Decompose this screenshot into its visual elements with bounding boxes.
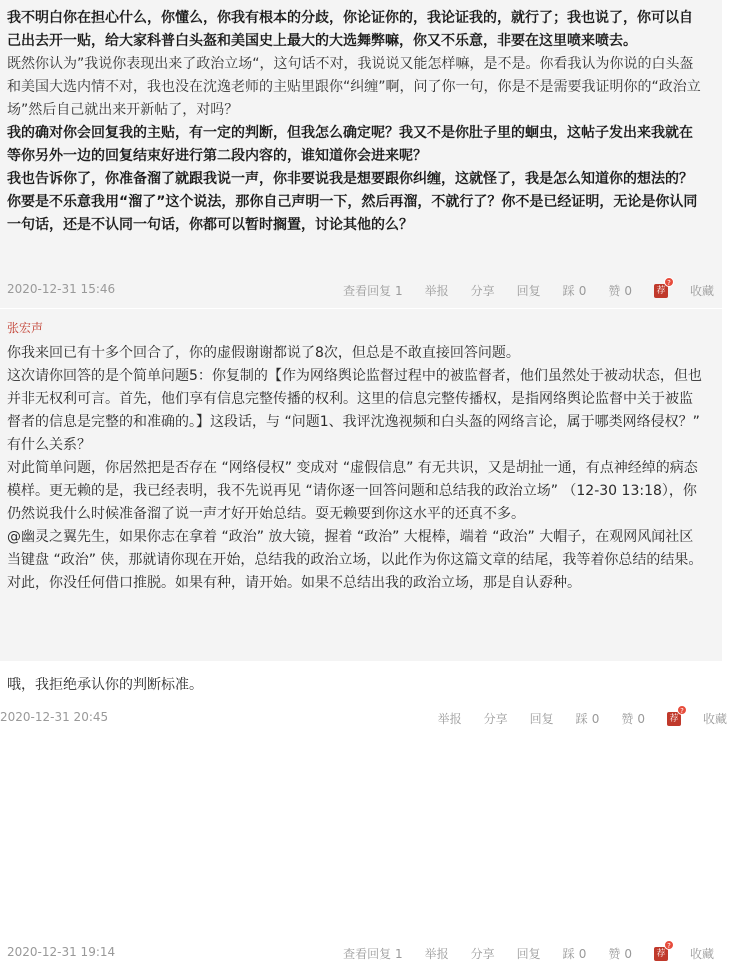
comment-author[interactable]: 张宏声 [7, 321, 44, 335]
comment-body [0, 7, 716, 237]
comment-paragraph: 我的确对你会回复我的主贴，有一定的判断，但我怎么确定呢？我又不是你肚子里的蛔虫，这帖子发出来我就在等你另外一边的回复结束好进行第二段内容的，谁知道你会进来呢？ [7, 125, 693, 164]
comment-meta [7, 941, 714, 963]
dislike-label: 踩 [562, 947, 575, 961]
like-label: 赞 [621, 712, 634, 726]
dislike-count: 0 [578, 284, 587, 298]
comment-paragraph: 对此，你没任何借口推脱。如果有种，请开始。如果不总结出我的政治立场，那是自认孬种。 [7, 575, 581, 591]
comment-paragraph: 我也告诉你了，你准备溜了就跟我说一声，你非要说我是想要跟你纠缠，这就怪了，我是怎么知道你的想法的？ [7, 171, 693, 187]
dislike-label: 踩 [575, 712, 588, 726]
comment-actions [416, 706, 727, 727]
comment-paragraph: 你要是不乐意我用“溜了”这个说法，那你自己声明一下，然后再溜，不就行了？你不是已经证明，无论是你认同一句话，还是不认同一句话，你都可以暂时搁置，讨论其他的么？ [7, 194, 698, 233]
dislike-count: 0 [591, 712, 600, 726]
comment-3 [0, 662, 737, 742]
share-button[interactable]: 分享 [470, 284, 495, 298]
comment-paragraph: 这次请你回答的是个简单问题5：你复制的【作为网络舆论监督过程中的被监督者，他们虽然处于被动状态，但也并非无权利可言。首先，他们享有信息完整传播的权利。这里的信息完整传播权，是指网络舆论监督中关于被监督者的信息是完整的和准确的。】这段话，与 “问题1、我评沈逸视频和白头盔的网络言论，属于哪类网络侵权？” 有什么关系？ [7, 368, 702, 453]
dislike-button[interactable] [563, 282, 587, 299]
view-replies-link[interactable]: 查看回复 1 [343, 284, 403, 298]
collect-button[interactable]: 收藏 [689, 284, 714, 298]
comment-paragraph: 你我来回已有十多个回合了，你的虚假谢谢都说了8次，但总是不敢直接回答问题。 [7, 345, 520, 361]
like-label: 赞 [608, 284, 621, 298]
comment-body [0, 674, 213, 697]
share-button[interactable]: 分享 [483, 712, 508, 726]
report-button[interactable]: 举报 [424, 284, 449, 298]
collect-button[interactable]: 收藏 [689, 947, 714, 961]
comment-body [0, 342, 716, 595]
like-button[interactable] [608, 282, 632, 299]
comment-actions [321, 941, 714, 962]
like-count: 0 [624, 947, 632, 961]
recommend-icon[interactable] [654, 941, 671, 961]
comment-paragraph: 既然你认为”我说你表现出来了政治立场“，这句话不对，我说说又能怎样嘛，是不是。你看我认为你说的白头盔和美国大选内情不对，我也没在沈逸老师的主贴里跟你“纠缠”啊，问了你一句，你是不是需要我证明你的“政治立场”然后自己就出来开新帖了，对吗？ [7, 56, 701, 118]
recommend-icon[interactable] [667, 706, 684, 726]
like-count: 0 [624, 284, 632, 298]
comment-meta [7, 278, 714, 300]
comment-meta [0, 706, 727, 728]
comment-date: 2020-12-31 19:14 [7, 945, 116, 959]
dislike-button[interactable] [576, 710, 600, 727]
reply-button[interactable]: 回复 [516, 947, 541, 961]
comment-date: 2020-12-31 20:45 [0, 710, 109, 724]
view-replies-link[interactable]: 查看回复 1 [343, 947, 403, 961]
comment-actions [321, 278, 714, 299]
comment-paragraph: 对此简单问题，你居然把是否存在 “网络侵权” 变成对 “虚假信息” 有无共识，又是胡扯一通，有点神经绰的病态模样。更无赖的是，我已经表明，我不先说再见 “请你逐一回答问题和总结我的政治立场” （12-30 13:18），你仍然说我什么时候准备溜了说一声才好开始总结。耍无赖要到你这水平的还真不多。 [7, 460, 698, 522]
share-button[interactable]: 分享 [470, 947, 495, 961]
collect-button[interactable]: 收藏 [702, 712, 727, 726]
like-button[interactable] [621, 710, 645, 727]
report-button[interactable]: 举报 [424, 947, 449, 961]
recommend-label: 荐 [656, 285, 666, 296]
report-button[interactable]: 举报 [437, 712, 462, 726]
comment-date: 2020-12-31 15:46 [7, 282, 116, 296]
recommend-icon[interactable] [654, 278, 671, 298]
dislike-label: 踩 [562, 284, 575, 298]
recommend-badge: ? [677, 705, 687, 715]
reply-button[interactable]: 回复 [529, 712, 554, 726]
comment-paragraph: @幽灵之翼先生，如果你志在拿着 “政治” 放大镜，握着 “政治” 大棍棒，端着 “政治” 大帽子，在观网风闻社区当键盘 “政治” 侠，那就请你现在开始，总结我的政治立场，以此作为你这篇文章的结尾，我等着你总结的结果。 [7, 529, 703, 568]
recommend-badge: ? [664, 277, 674, 287]
reply-button[interactable]: 回复 [516, 284, 541, 298]
like-button[interactable] [608, 945, 632, 962]
comment-1 [0, 0, 722, 308]
like-count: 0 [637, 712, 645, 726]
comment-paragraph: 我不明白你在担心什么，你懂么，你我有根本的分歧，你论证你的，我论证我的，就行了；我也说了，你可以自己出去开一贴，给大家科普白头盔和美国史上最大的大选舞弊嘛，你又不乐意，非要在这里喷来喷去。 [7, 10, 693, 49]
dislike-button[interactable] [563, 945, 587, 962]
dislike-count: 0 [578, 947, 587, 961]
recommend-label: 荐 [656, 948, 666, 959]
recommend-badge: ? [664, 940, 674, 950]
recommend-label: 荐 [669, 713, 679, 724]
like-label: 赞 [608, 947, 621, 961]
comment-paragraph: 哦，我拒绝承认你的判断标准。 [7, 677, 203, 693]
